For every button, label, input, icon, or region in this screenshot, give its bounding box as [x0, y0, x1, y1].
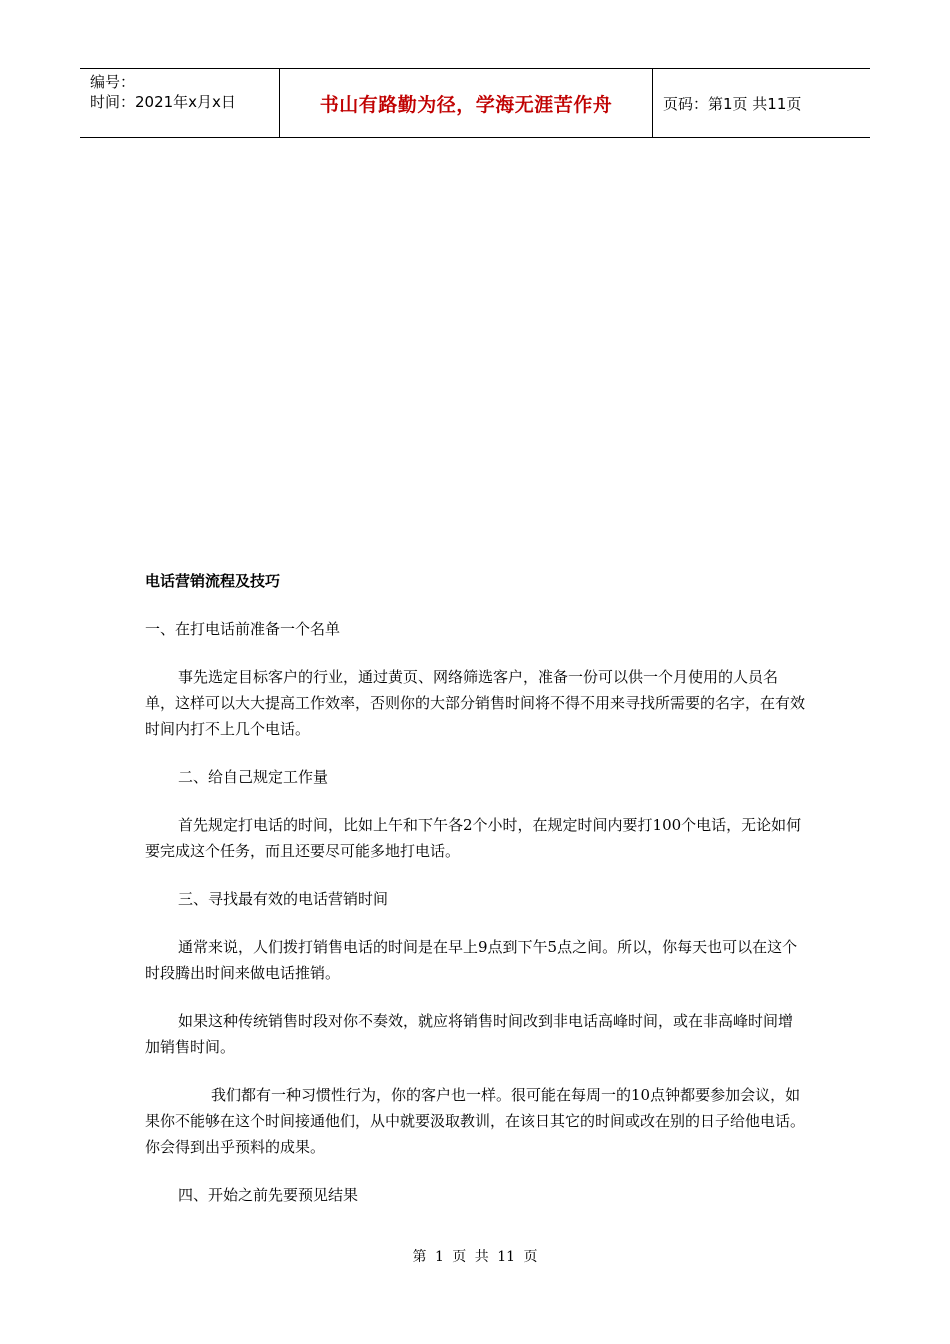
- header-page-info: 页码：第1页 共11页: [663, 94, 802, 113]
- document-number-label: 编号：: [90, 73, 136, 91]
- header-motto: 书山有路勤为径，学海无涯苦作舟: [280, 69, 653, 137]
- page-header: [80, 68, 870, 138]
- document-body: [145, 568, 805, 1230]
- section-heading-1: 一、在打电话前准备一个名单: [145, 620, 341, 638]
- document-title: 电话营销流程及技巧: [145, 572, 281, 590]
- page-footer: 第 1 页 共 11 页: [412, 1249, 538, 1265]
- section-heading-4: 四、开始之前先要预见结果: [178, 1186, 359, 1204]
- paragraph-2: 首先规定打电话的时间，比如上午和下午各2个小时，在规定时间内要打100个电话，无论如何要完成这个任务，而且还要尽可能多地打电话。: [145, 816, 802, 860]
- document-date: 时间：2021年x月x日: [90, 93, 236, 111]
- paragraph-4: 如果这种传统销售时段对你不奏效，就应将销售时间改到非电话高峰时间，或在非高峰时间增加销售时间。: [145, 1012, 794, 1056]
- paragraph-1: 事先选定目标客户的行业，通过黄页、网络筛选客户，准备一份可以供一个月使用的人员名单，这样可以大大提高工作效率，否则你的大部分销售时间将不得不用来寻找所需要的名字，在有效时间内打不上几个电话。: [145, 668, 806, 738]
- header-meta: [80, 69, 280, 137]
- section-heading-3: 三、寻找最有效的电话营销时间: [178, 890, 389, 908]
- paragraph-5: 我们都有一种习惯性行为，你的客户也一样。很可能在每周一的10点钟都要参加会议，如果你不能够在这个时间接通他们，从中就要汲取教训，在该日其它的时间或改在别的日子给他电话。你会得到出乎预料的成果。: [145, 1086, 806, 1156]
- section-heading-2: 二、给自己规定工作量: [178, 768, 329, 786]
- paragraph-3: 通常来说，人们拨打销售电话的时间是在早上9点到下午5点之间。所以，你每天也可以在这个时段腾出时间来做电话推销。: [145, 938, 798, 982]
